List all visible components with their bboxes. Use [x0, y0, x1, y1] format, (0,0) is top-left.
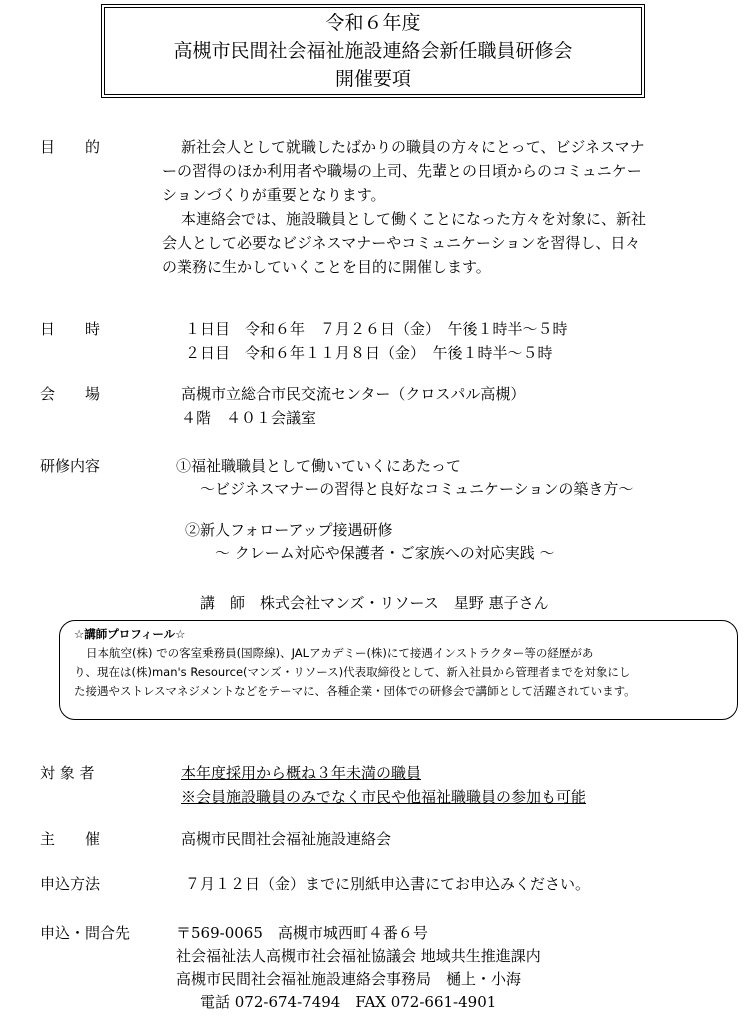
- organizer-value: 高槻市民間社会福祉施設連絡会: [181, 830, 392, 848]
- datetime-day1: １日目 令和６年 ７月２６日（金） 午後１時半～５時: [185, 320, 568, 338]
- purpose-line: ーの習得のほか利用者や職場の上司、先輩との日頃からのコミュニケー: [162, 162, 642, 180]
- title-box: [101, 4, 645, 98]
- purpose-label: 目 的: [40, 138, 101, 156]
- profile-line: た接遇やストレスマネジメントなどをテーマに、各種企業・団体での研修会で講師として活躍されています。: [74, 684, 636, 698]
- contact-org: 社会福祉法人高槻市社会福祉協議会 地域共生推進課内: [176, 947, 541, 965]
- purpose-line: 本連絡会では、施設職員として働くことになった方々を対象に、新社: [181, 210, 647, 228]
- apply-label: 申込方法: [40, 875, 101, 893]
- contact-office: 高槻市民間社会福祉施設連絡会事務局 樋上・小海: [176, 970, 522, 988]
- organizer-label: 主 催: [40, 830, 101, 848]
- profile-line: 日本航空(株) での客室乗務員(国際線)、JALアカデミー(株)にて接遇インストラクター等の経歴があ: [86, 646, 594, 660]
- profile-box: [59, 620, 738, 720]
- datetime-day2: ２日目 令和６年１１月８日（金） 午後１時半～５時: [185, 344, 553, 362]
- target-note: ※会員施設職員のみでなく市民や他福祉職職員の参加も可能: [181, 788, 587, 806]
- title-main: 高槻市民間社会福祉施設連絡会新任職員研修会: [173, 40, 573, 62]
- venue-room: ４階 ４０１会議室: [181, 409, 317, 427]
- purpose-line: ションづくりが重要となります。: [162, 186, 386, 204]
- profile-heading: ☆講師プロフィール☆: [74, 627, 186, 641]
- content-item2-sub: ～ クレーム対応や保護者・ご家族への対応実践 ～: [215, 544, 555, 562]
- datetime-label: 日 時: [40, 320, 101, 338]
- title-sub: 開催要項: [334, 68, 411, 90]
- purpose-line: の業務に生かしていくことを目的に開催します。: [162, 258, 491, 276]
- content-item1: ①福祉職職員として働いていくにあたって: [176, 457, 462, 475]
- purpose-line: 会人として必要なビジネスマナーやコミュニケーションを習得し、日々: [162, 234, 641, 252]
- target-line: 本年度採用から概ね３年未満の職員: [181, 764, 422, 782]
- apply-value: ７月１２日（金）までに別紙申込書にてお申込みください。: [185, 875, 591, 893]
- content-item1-sub: ～ビジネスマナーの習得と良好なコミュニケーションの築き方～: [200, 480, 634, 498]
- venue-label: 会 場: [40, 385, 101, 403]
- lecturer: 講 師 株式会社マンズ・リソース 星野 惠子さん: [200, 594, 549, 612]
- content-item2: ②新人フォローアップ接遇研修: [185, 521, 393, 539]
- content-label: 研修内容: [40, 457, 101, 475]
- contact-address: 〒569-0065 高槻市城西町４番６号: [176, 924, 428, 942]
- venue-name: 高槻市立総合市民交流センター（クロスパル高槻）: [181, 385, 526, 403]
- target-label: 対 象 者: [40, 764, 95, 782]
- profile-line: り、現在は(株)man's Resource(マンズ・リソース)代表取締役として、新入社員から管理者までを対象にし: [74, 665, 631, 679]
- contact-label: 申込・問合先: [40, 924, 131, 942]
- purpose-line: 新社会人として就職したばかりの職員の方々にとって、ビジネスマナ: [181, 138, 645, 156]
- title-year: 令和６年度: [325, 12, 421, 34]
- contact-phone: 電話 072-674-7494 FAX 072-661-4901: [200, 993, 497, 1011]
